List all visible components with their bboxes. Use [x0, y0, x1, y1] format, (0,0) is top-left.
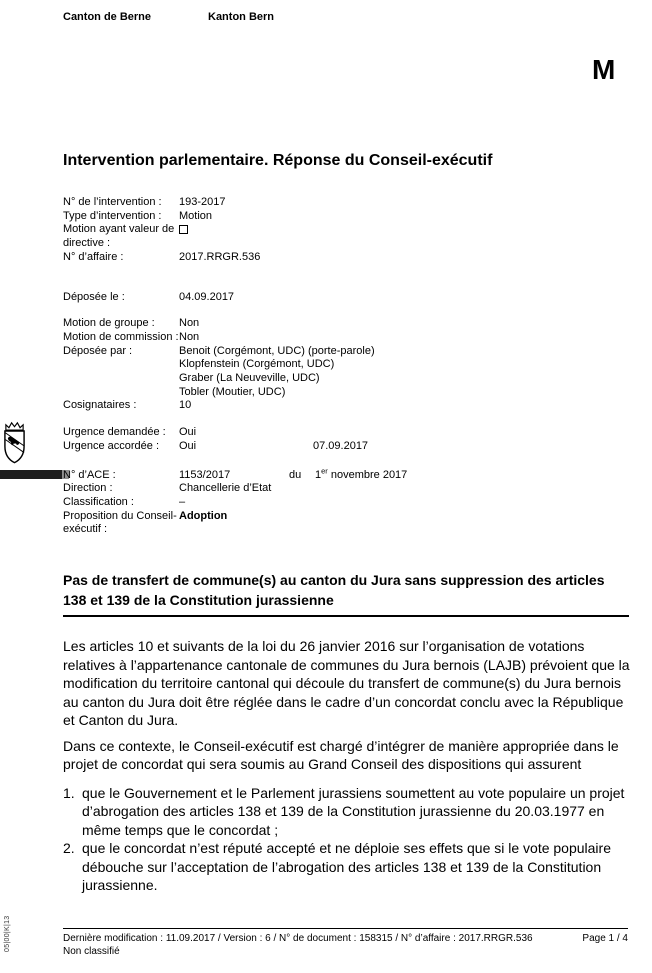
field-cosignataires: [63, 399, 623, 413]
field-label: Proposition du Conseil-exécutif :: [63, 509, 177, 536]
field-proposition: [63, 510, 623, 537]
spacer: [63, 454, 623, 469]
page-footer: [63, 928, 628, 958]
field-value: Non: [179, 330, 200, 343]
footer-line-1: [63, 932, 628, 945]
field-label: Déposée par :: [63, 344, 133, 357]
bern-coat-of-arms-icon: [3, 421, 26, 464]
field-motion-groupe: [63, 317, 623, 331]
page-title: Intervention parlementaire. Réponse du Conseil-exécutif: [63, 152, 493, 169]
field-deposee-le: [63, 291, 623, 305]
field-label: Déposée le :: [63, 290, 125, 303]
field-urgence-accordee: [63, 440, 623, 454]
field-value: 10: [179, 399, 192, 412]
field-value: 193-2017: [179, 196, 226, 208]
header-canton-de: Kanton Bern: [208, 11, 274, 23]
field-motion-commission: [63, 331, 623, 345]
field-value: –: [179, 495, 186, 508]
field-label: N° d’affaire :: [63, 250, 124, 263]
author-line: Graber (La Neuveville, UDC): [179, 372, 320, 385]
field-value: Adoption: [179, 509, 228, 522]
list-item: [63, 784, 636, 840]
field-value: Oui: [179, 439, 197, 452]
field-label: Motion de groupe :: [63, 317, 155, 330]
date-rest: novembre 2017: [327, 468, 408, 481]
document-type-letter: M: [592, 54, 616, 85]
side-reference-code: 05|00|K|13: [4, 915, 11, 952]
paragraph: Les articles 10 et suivants de la loi du 26 janvier 2016 sur l’organisation de votations relatives à l’appartenance cantonale de communes du Jura bernois (LAJB) prévoient que la modification du territoire cantonal qui découle du transfert de commune(s) du Jura bernois au canton du Jura doit être réglée dans le cadre d’un concordat conclu avec la République et Canton du Jura.: [63, 638, 630, 728]
spacer: [63, 265, 623, 291]
field-ace-date: [315, 465, 408, 483]
footer-classification: Non classifié: [63, 946, 120, 957]
field-value: Non: [179, 317, 200, 330]
field-label: Type d’intervention :: [63, 209, 162, 222]
list-item-number: 1.: [63, 784, 75, 801]
metadata-block: [63, 196, 623, 537]
paragraph: Dans ce contexte, le Conseil-exécutif est chargé d’intégrer de manière appropriée dans le projet de concordat qui sera soumis au Grand Conseil des dispositions qui assurent: [63, 737, 619, 772]
field-value: 2017.RRGR.536: [179, 250, 261, 263]
field-value: 1153/2017: [179, 468, 231, 481]
field-label: Classification :: [63, 495, 134, 508]
field-intervention-number: [63, 196, 623, 210]
field-label: N° de l’intervention :: [63, 196, 162, 208]
margin-mark-bar: [0, 470, 69, 479]
field-urgence-demandee: [63, 426, 623, 440]
field-label: N° d’ACE :: [63, 468, 116, 481]
field-label: Urgence accordée :: [63, 439, 159, 452]
field-date: 07.09.2017: [313, 439, 369, 452]
field-motion-directive: [63, 223, 623, 250]
field-du-label: du: [289, 468, 302, 481]
list-item: [63, 839, 636, 895]
checkbox-unchecked-icon: [179, 225, 188, 234]
author-line: Klopfenstein (Corgémont, UDC): [179, 358, 335, 371]
numbered-list: [63, 784, 636, 895]
field-label: Urgence demandée :: [63, 426, 166, 439]
field-value: Chancellerie d’Etat: [179, 482, 272, 495]
date-ordinal-suffix: er: [321, 465, 328, 475]
list-item-text: que le Gouvernement et le Parlement jurassiens soumettent au vote populaire un projet d’abrogation des articles 138 et 139 de la Constitution jurassienne du 20.03.1977 en même temps que le concordat ;: [82, 784, 625, 838]
list-item-number: 2.: [63, 840, 75, 856]
field-intervention-type: [63, 210, 623, 224]
subject-heading: Pas de transfert de commune(s) au canton du Jura sans suppression des articles 138 et 139 de la Constitution jurassienne: [63, 570, 629, 617]
field-label: Motion de commission :: [63, 330, 179, 343]
field-deposee-par: [63, 345, 623, 400]
field-affaire-number: [63, 251, 623, 265]
field-value: Motion: [179, 209, 213, 222]
author-line: Tobler (Moutier, UDC): [179, 385, 286, 398]
spacer: [63, 304, 623, 317]
field-label: Cosignataires :: [63, 399, 137, 412]
list-item-text: que le concordat n’est réputé accepté et ne déploie ses effets que si le vote populaire débouche sur l’acceptation de l’abrogation des articles 138 et 139 de la Constitution jurassienne.: [82, 840, 611, 893]
footer-modification-info: Dernière modification : 11.09.2017 / Version : 6 / N° de document : 158315 / N° d’affaire : 2017.RRGR.536: [63, 933, 533, 944]
field-value: 04.09.2017: [179, 290, 235, 303]
field-label: Direction :: [63, 482, 113, 495]
margin-mark-bar-dark: [0, 470, 62, 479]
field-value: Oui: [179, 426, 197, 439]
date-number: 1: [315, 468, 322, 481]
field-direction: [63, 482, 623, 496]
field-classification: [63, 496, 623, 510]
field-value: [179, 345, 623, 400]
field-label: Motion ayant valeur de directive :: [63, 223, 175, 250]
field-value: [179, 223, 623, 239]
footer-page-number: Page 1 / 4: [582, 933, 628, 944]
body-text: [63, 637, 636, 895]
spacer: [63, 413, 623, 426]
header-canton-fr: Canton de Berne: [63, 11, 152, 23]
author-line: Benoit (Corgémont, UDC) (porte-parole): [179, 344, 375, 357]
field-ace-number: [63, 465, 623, 483]
